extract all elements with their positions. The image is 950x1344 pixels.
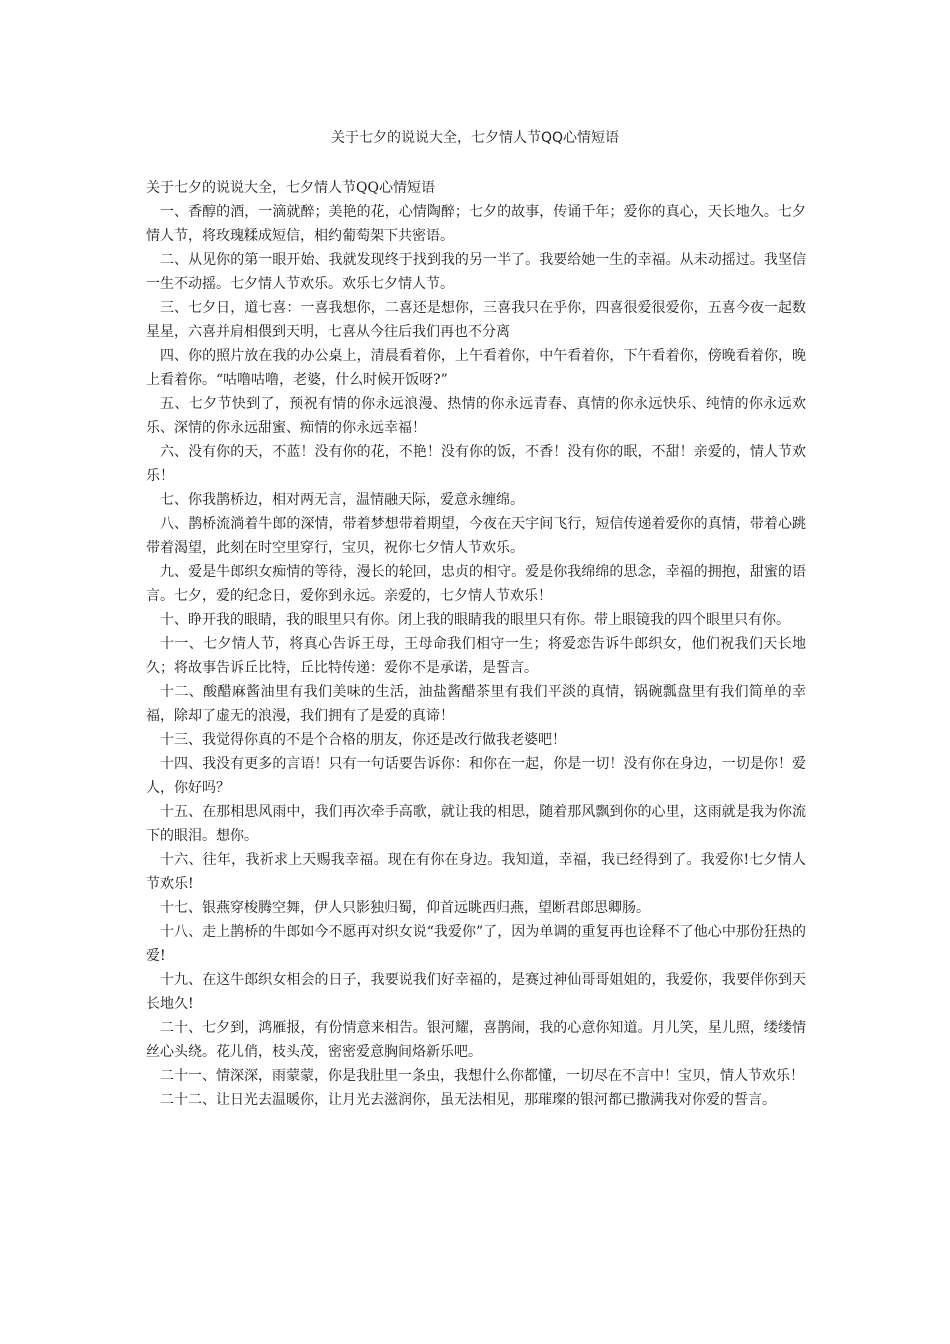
paragraph-3: 三、七夕日，道七喜：一喜我想你，二喜还是想你，三喜我只在乎你，四喜很爱很爱你，五喜今夜一起数星星，六喜并肩相偎到天明，七喜从今往后我们再也不分离	[146, 300, 806, 340]
paragraph-11: 十一、七夕情人节，将真心告诉王母，王母命我们相守一生；将爱恋告诉牛郎织女，他们祝我们天长地久；将故事告诉丘比特，丘比特传递：爱你不是承诺，是誓言。	[146, 636, 806, 676]
paragraph-18: 十八、走上鹊桥的牛郎如今不愿再对织女说“我爱你”了，因为单调的重复再也诠释不了他心中那份狂热的爱!	[146, 924, 806, 964]
paragraph-5: 五、七夕节快到了，预祝有情的你永远浪漫、热情的你永远青春、真情的你永远快乐、纯情的你永远欢乐、深情的你永远甜蜜、痴情的你永远幸福！	[146, 396, 806, 436]
paragraph-20: 二十、七夕到，鸿雁报，有份情意来相告。银河耀，喜鹊闹，我的心意你知道。月儿笑，星儿照，缕缕情丝心头绕。花儿俏，枝头茂，密密爱意胸间烙新乐吧。	[146, 1020, 806, 1060]
paragraph-13: 十三、我觉得你真的不是个合格的朋友，你还是改行做我老婆吧！	[160, 732, 566, 748]
paragraph-14: 十四、我没有更多的言语！只有一句话要告诉你：和你在一起，你是一切！没有你在身边，一切是你！爱人，你好吗？	[146, 756, 806, 796]
paragraph-22: 二十二、让日光去温暖你，让月光去滋润你，虽无法相见，那璀璨的银河都已撒满我对你爱的誓言。	[160, 1092, 776, 1108]
paragraph-4: 四、你的照片放在我的办公桌上，清晨看着你，上午看着你，中午看着你，下午看着你，傍晚看着你，晚上看着你。“咕噜咕噜，老婆，什么时候开饭呀?”	[146, 348, 806, 388]
paragraph-8: 八、鹊桥流淌着牛郎的深情，带着梦想带着期望，今夜在天宇间飞行，短信传递着爱你的真情，带着心跳带着渴望，此刻在时空里穿行，宝贝，祝你七夕情人节欢乐。	[146, 516, 806, 556]
document-body	[146, 176, 806, 1112]
document-subtitle: 关于七夕的说说大全，七夕情人节QQ心情短语	[146, 180, 435, 196]
paragraph-19: 十九、在这牛郎织女相会的日子，我要说我们好幸福的，是赛过神仙哥哥姐姐的，我爱你，我要伴你到天长地久!	[146, 972, 806, 1012]
paragraph-1: 一、香醇的酒，一滴就醉；美艳的花，心情陶醉；七夕的故事，传诵千年；爱你的真心，天长地久。七夕情人节，将玫瑰糅成短信，相约葡萄架下共密语。	[146, 204, 806, 244]
paragraph-9: 九、爱是牛郎织女痴情的等待，漫长的轮回，忠贞的相守。爱是你我绵绵的思念，幸福的拥抱，甜蜜的语言。七夕，爱的纪念日，爱你到永远。亲爱的，七夕情人节欢乐！	[146, 564, 806, 604]
paragraph-21: 二十一、情深深，雨蒙蒙，你是我肚里一条虫，我想什么你都懂，一切尽在不言中！宝贝，情人节欢乐！	[160, 1068, 804, 1084]
paragraph-12: 十二、酸醋麻酱油里有我们美味的生活，油盐酱醋茶里有我们平淡的真情，锅碗瓢盘里有我们简单的幸福，除却了虚无的浪漫，我们拥有了是爱的真谛！	[146, 684, 806, 724]
paragraph-2: 二、从见你的第一眼开始、我就发现终于找到我的另一半了。我要给她一生的幸福。从未动摇过。我坚信一生不动摇。七夕情人节欢乐。欢乐七夕情人节。	[146, 252, 806, 292]
paragraph-17: 十七、银燕穿梭腾空舞，伊人只影独归蜀，仰首远眺西归燕，望断君郎思卿肠。	[160, 900, 650, 916]
paragraph-10: 十、睁开我的眼睛，我的眼里只有你。闭上我的眼睛我的眼里只有你。带上眼镜我的四个眼里只有你。	[160, 612, 790, 628]
paragraph-6: 六、没有你的天，不蓝！没有你的花，不艳！没有你的饭，不香！没有你的眠，不甜！亲爱的，情人节欢乐！	[146, 444, 806, 484]
paragraph-7: 七、你我鹊桥边，相对两无言，温情融天际，爱意永缠绵。	[160, 492, 524, 508]
paragraph-16: 十六、往年，我祈求上天赐我幸福。现在有你在身边。我知道，幸福，我已经得到了。我爱你!七夕情人节欢乐!	[146, 852, 806, 892]
document-title: 关于七夕的说说大全，七夕情人节QQ心情短语	[330, 130, 620, 146]
paragraph-15: 十五、在那相思风雨中，我们再次牵手高歌，就让我的相思，随着那风飘到你的心里，这雨就是我为你流下的眼泪。想你。	[146, 804, 806, 844]
